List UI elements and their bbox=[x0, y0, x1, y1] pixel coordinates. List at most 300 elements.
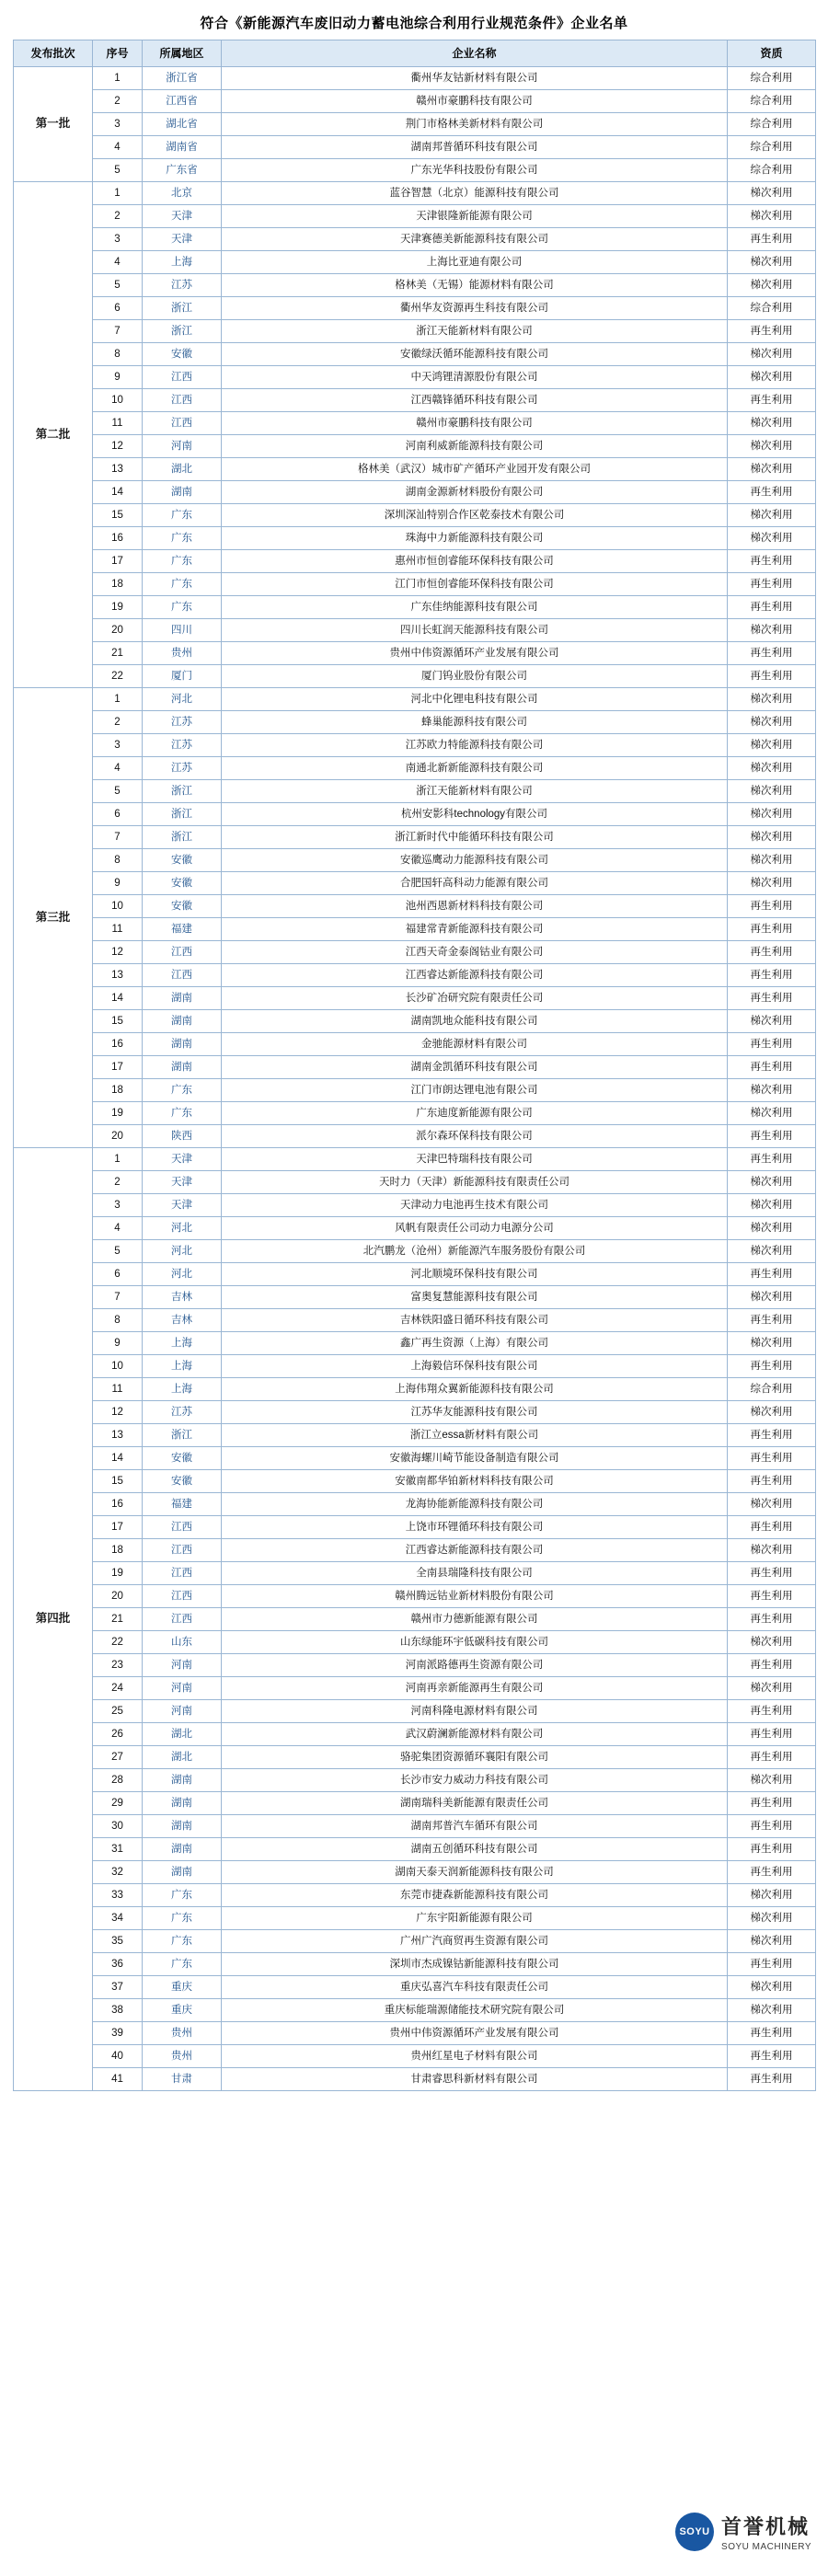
table-row bbox=[14, 1171, 816, 1194]
company-name-cell: 安徽巡鹰动力能源科技有限公司 bbox=[222, 849, 728, 872]
qualification-cell: 梯次利用 bbox=[728, 1769, 816, 1792]
qualification-cell: 梯次利用 bbox=[728, 1677, 816, 1700]
region-cell: 江西 bbox=[143, 1585, 222, 1608]
table-row bbox=[14, 550, 816, 573]
region-cell: 江苏 bbox=[143, 1401, 222, 1424]
region-cell: 广东 bbox=[143, 1884, 222, 1907]
company-name-cell: 合肥国轩高科动力能源有限公司 bbox=[222, 872, 728, 895]
table-row bbox=[14, 1631, 816, 1654]
row-number-cell: 5 bbox=[93, 1240, 143, 1263]
table-row bbox=[14, 366, 816, 389]
table-row bbox=[14, 389, 816, 412]
region-cell: 湖南 bbox=[143, 1861, 222, 1884]
company-name-cell: 山东绿能环宇低碳科技有限公司 bbox=[222, 1631, 728, 1654]
row-number-cell: 9 bbox=[93, 366, 143, 389]
table-row bbox=[14, 619, 816, 642]
row-number-cell: 11 bbox=[93, 1378, 143, 1401]
table-row bbox=[14, 941, 816, 964]
table-row bbox=[14, 1677, 816, 1700]
batch-cell: 第四批 bbox=[14, 1148, 93, 2091]
table-row bbox=[14, 1493, 816, 1516]
row-number-cell: 12 bbox=[93, 941, 143, 964]
row-number-cell: 3 bbox=[93, 228, 143, 251]
company-name-cell: 安徽南都华铂新材料科技有限公司 bbox=[222, 1470, 728, 1493]
company-name-cell: 河北中化锂电科技有限公司 bbox=[222, 688, 728, 711]
table-row bbox=[14, 2045, 816, 2068]
qualification-cell: 再生利用 bbox=[728, 1700, 816, 1723]
row-number-cell: 20 bbox=[93, 1585, 143, 1608]
qualification-cell: 再生利用 bbox=[728, 1033, 816, 1056]
table-row bbox=[14, 1079, 816, 1102]
row-number-cell: 2 bbox=[93, 711, 143, 734]
region-cell: 江西省 bbox=[143, 90, 222, 113]
row-number-cell: 21 bbox=[93, 642, 143, 665]
table-row bbox=[14, 1194, 816, 1217]
region-cell: 重庆 bbox=[143, 1999, 222, 2022]
region-cell: 安徽 bbox=[143, 343, 222, 366]
company-name-cell: 赣州腾远钴业新材料股份有限公司 bbox=[222, 1585, 728, 1608]
qualification-cell: 再生利用 bbox=[728, 573, 816, 596]
qualification-cell: 梯次利用 bbox=[728, 1240, 816, 1263]
table-row bbox=[14, 90, 816, 113]
row-number-cell: 11 bbox=[93, 918, 143, 941]
region-cell: 江苏 bbox=[143, 274, 222, 297]
qualification-cell: 再生利用 bbox=[728, 941, 816, 964]
company-name-cell: 贵州中伟资源循环产业发展有限公司 bbox=[222, 642, 728, 665]
qualification-cell: 再生利用 bbox=[728, 918, 816, 941]
table-row bbox=[14, 1884, 816, 1907]
qualification-cell: 再生利用 bbox=[728, 1815, 816, 1838]
table-row bbox=[14, 596, 816, 619]
row-number-cell: 9 bbox=[93, 872, 143, 895]
row-number-cell: 2 bbox=[93, 205, 143, 228]
region-cell: 安徽 bbox=[143, 1470, 222, 1493]
table-row bbox=[14, 435, 816, 458]
company-name-cell: 湖南瑞科美新能源有限责任公司 bbox=[222, 1792, 728, 1815]
company-name-cell: 江门市恒创睿能环保科技有限公司 bbox=[222, 573, 728, 596]
table-row bbox=[14, 1125, 816, 1148]
qualification-cell: 梯次利用 bbox=[728, 849, 816, 872]
qualification-cell: 梯次利用 bbox=[728, 251, 816, 274]
company-name-cell: 天津银隆新能源有限公司 bbox=[222, 205, 728, 228]
row-number-cell: 26 bbox=[93, 1723, 143, 1746]
row-number-cell: 8 bbox=[93, 343, 143, 366]
region-cell: 河北 bbox=[143, 1217, 222, 1240]
row-number-cell: 12 bbox=[93, 1401, 143, 1424]
table-row bbox=[14, 205, 816, 228]
qualification-cell: 梯次利用 bbox=[728, 366, 816, 389]
row-number-cell: 16 bbox=[93, 527, 143, 550]
region-cell: 安徽 bbox=[143, 895, 222, 918]
company-name-cell: 赣州市豪鹏科技有限公司 bbox=[222, 90, 728, 113]
row-number-cell: 11 bbox=[93, 412, 143, 435]
row-number-cell: 19 bbox=[93, 596, 143, 619]
company-name-cell: 鑫广再生资源（上海）有限公司 bbox=[222, 1332, 728, 1355]
company-name-cell: 衢州华友钴新材料有限公司 bbox=[222, 67, 728, 90]
qualification-cell: 再生利用 bbox=[728, 596, 816, 619]
table-row bbox=[14, 1769, 816, 1792]
table-row bbox=[14, 1861, 816, 1884]
qualification-cell: 梯次利用 bbox=[728, 1493, 816, 1516]
company-name-cell: 甘肃睿思科新材料有限公司 bbox=[222, 2068, 728, 2091]
row-number-cell: 22 bbox=[93, 1631, 143, 1654]
watermark bbox=[675, 2512, 811, 2552]
company-name-cell: 武汉蔚澜新能源材料有限公司 bbox=[222, 1723, 728, 1746]
table-row bbox=[14, 412, 816, 435]
table-row bbox=[14, 1332, 816, 1355]
qualification-cell: 综合利用 bbox=[728, 159, 816, 182]
table-row bbox=[14, 1263, 816, 1286]
table-row bbox=[14, 1700, 816, 1723]
row-number-cell: 6 bbox=[93, 1263, 143, 1286]
row-number-cell: 23 bbox=[93, 1654, 143, 1677]
row-number-cell: 31 bbox=[93, 1838, 143, 1861]
company-name-cell: 骆驼集团资源循环襄阳有限公司 bbox=[222, 1746, 728, 1769]
row-number-cell: 9 bbox=[93, 1332, 143, 1355]
company-name-cell: 中天鸿锂清源股份有限公司 bbox=[222, 366, 728, 389]
qualification-cell: 梯次利用 bbox=[728, 803, 816, 826]
table-row bbox=[14, 1424, 816, 1447]
qualification-cell: 再生利用 bbox=[728, 642, 816, 665]
row-number-cell: 29 bbox=[93, 1792, 143, 1815]
region-cell: 浙江 bbox=[143, 803, 222, 826]
region-cell: 湖南 bbox=[143, 1792, 222, 1815]
region-cell: 广东 bbox=[143, 1907, 222, 1930]
row-number-cell: 17 bbox=[93, 1056, 143, 1079]
column-header-batch: 发布批次 bbox=[14, 40, 93, 67]
table-row bbox=[14, 734, 816, 757]
row-number-cell: 8 bbox=[93, 849, 143, 872]
qualification-cell: 再生利用 bbox=[728, 1746, 816, 1769]
region-cell: 贵州 bbox=[143, 642, 222, 665]
row-number-cell: 10 bbox=[93, 389, 143, 412]
company-name-cell: 天津巴特瑞科技有限公司 bbox=[222, 1148, 728, 1171]
row-number-cell: 14 bbox=[93, 1447, 143, 1470]
qualification-cell: 梯次利用 bbox=[728, 205, 816, 228]
region-cell: 广东省 bbox=[143, 159, 222, 182]
table-row bbox=[14, 573, 816, 596]
region-cell: 上海 bbox=[143, 1355, 222, 1378]
region-cell: 福建 bbox=[143, 1493, 222, 1516]
table-row bbox=[14, 182, 816, 205]
qualification-cell: 再生利用 bbox=[728, 895, 816, 918]
table-row bbox=[14, 320, 816, 343]
qualification-cell: 再生利用 bbox=[728, 964, 816, 987]
row-number-cell: 20 bbox=[93, 619, 143, 642]
row-number-cell: 36 bbox=[93, 1953, 143, 1976]
region-cell: 上海 bbox=[143, 1332, 222, 1355]
qualification-cell: 梯次利用 bbox=[728, 757, 816, 780]
table-row bbox=[14, 803, 816, 826]
company-name-cell: 重庆弘喜汽车科技有限责任公司 bbox=[222, 1976, 728, 1999]
table-row bbox=[14, 2068, 816, 2091]
company-name-cell: 赣州市力德新能源有限公司 bbox=[222, 1608, 728, 1631]
company-name-cell: 广东光华科技股份有限公司 bbox=[222, 159, 728, 182]
company-name-cell: 天津动力电池再生技术有限公司 bbox=[222, 1194, 728, 1217]
row-number-cell: 2 bbox=[93, 1171, 143, 1194]
qualification-cell: 梯次利用 bbox=[728, 1217, 816, 1240]
region-cell: 江西 bbox=[143, 412, 222, 435]
region-cell: 河北 bbox=[143, 688, 222, 711]
row-number-cell: 16 bbox=[93, 1033, 143, 1056]
company-name-cell: 深圳深汕特别合作区乾泰技术有限公司 bbox=[222, 504, 728, 527]
table-row bbox=[14, 688, 816, 711]
region-cell: 河南 bbox=[143, 1677, 222, 1700]
company-name-cell: 河南派路德再生资源有限公司 bbox=[222, 1654, 728, 1677]
qualification-cell: 梯次利用 bbox=[728, 1079, 816, 1102]
row-number-cell: 13 bbox=[93, 458, 143, 481]
qualification-cell: 再生利用 bbox=[728, 1355, 816, 1378]
row-number-cell: 12 bbox=[93, 435, 143, 458]
table-row bbox=[14, 780, 816, 803]
table-row bbox=[14, 665, 816, 688]
company-name-cell: 四川长虹润天能源科技有限公司 bbox=[222, 619, 728, 642]
row-number-cell: 19 bbox=[93, 1102, 143, 1125]
table-row bbox=[14, 1010, 816, 1033]
company-name-cell: 浙江天能新材料有限公司 bbox=[222, 780, 728, 803]
row-number-cell: 30 bbox=[93, 1815, 143, 1838]
table-row bbox=[14, 1401, 816, 1424]
company-name-cell: 上海伟翔众翼新能源科技有限公司 bbox=[222, 1378, 728, 1401]
table-row bbox=[14, 1056, 816, 1079]
region-cell: 江西 bbox=[143, 1539, 222, 1562]
company-name-cell: 蜂巢能源科技有限公司 bbox=[222, 711, 728, 734]
qualification-cell: 梯次利用 bbox=[728, 1999, 816, 2022]
company-name-cell: 荆门市格林美新材料有限公司 bbox=[222, 113, 728, 136]
qualification-cell: 综合利用 bbox=[728, 90, 816, 113]
qualification-cell: 综合利用 bbox=[728, 297, 816, 320]
company-name-cell: 金驰能源材料有限公司 bbox=[222, 1033, 728, 1056]
qualification-cell: 再生利用 bbox=[728, 1585, 816, 1608]
table-row bbox=[14, 297, 816, 320]
region-cell: 江苏 bbox=[143, 734, 222, 757]
table-row bbox=[14, 757, 816, 780]
table-body bbox=[14, 67, 816, 2091]
table-header-row bbox=[14, 40, 816, 67]
table-row bbox=[14, 1562, 816, 1585]
table-row bbox=[14, 1838, 816, 1861]
table-row bbox=[14, 987, 816, 1010]
row-number-cell: 7 bbox=[93, 1286, 143, 1309]
region-cell: 湖南 bbox=[143, 1010, 222, 1033]
qualification-cell: 再生利用 bbox=[728, 1424, 816, 1447]
table-row bbox=[14, 1286, 816, 1309]
region-cell: 湖南 bbox=[143, 1056, 222, 1079]
company-name-cell: 池州西恩新材料科技有限公司 bbox=[222, 895, 728, 918]
region-cell: 福建 bbox=[143, 918, 222, 941]
qualification-cell: 梯次利用 bbox=[728, 711, 816, 734]
row-number-cell: 1 bbox=[93, 67, 143, 90]
company-name-cell: 江西睿达新能源科技有限公司 bbox=[222, 964, 728, 987]
company-name-cell: 河南再亲新能源再生有限公司 bbox=[222, 1677, 728, 1700]
company-name-cell: 上饶市环锂循环科技有限公司 bbox=[222, 1516, 728, 1539]
row-number-cell: 40 bbox=[93, 2045, 143, 2068]
table-row bbox=[14, 2022, 816, 2045]
row-number-cell: 10 bbox=[93, 895, 143, 918]
qualification-cell: 梯次利用 bbox=[728, 1171, 816, 1194]
table-row bbox=[14, 1240, 816, 1263]
qualification-cell: 梯次利用 bbox=[728, 504, 816, 527]
row-number-cell: 38 bbox=[93, 1999, 143, 2022]
company-name-cell: 安徽绿沃循环能源科技有限公司 bbox=[222, 343, 728, 366]
company-name-cell: 河南科隆电源材料有限公司 bbox=[222, 1700, 728, 1723]
row-number-cell: 18 bbox=[93, 1079, 143, 1102]
table-row bbox=[14, 113, 816, 136]
company-name-cell: 北汽鹏龙（沧州）新能源汽车服务股份有限公司 bbox=[222, 1240, 728, 1263]
region-cell: 天津 bbox=[143, 205, 222, 228]
row-number-cell: 24 bbox=[93, 1677, 143, 1700]
region-cell: 广东 bbox=[143, 596, 222, 619]
company-name-cell: 吉林铁阳盛日循环科技有限公司 bbox=[222, 1309, 728, 1332]
region-cell: 广东 bbox=[143, 504, 222, 527]
qualification-cell: 梯次利用 bbox=[728, 688, 816, 711]
company-name-cell: 杭州安影科technology有限公司 bbox=[222, 803, 728, 826]
row-number-cell: 21 bbox=[93, 1608, 143, 1631]
row-number-cell: 5 bbox=[93, 159, 143, 182]
region-cell: 浙江 bbox=[143, 826, 222, 849]
company-name-cell: 广东宇阳新能源有限公司 bbox=[222, 1907, 728, 1930]
qualification-cell: 再生利用 bbox=[728, 389, 816, 412]
column-header-region: 所属地区 bbox=[143, 40, 222, 67]
region-cell: 浙江 bbox=[143, 320, 222, 343]
qualification-cell: 梯次利用 bbox=[728, 527, 816, 550]
row-number-cell: 34 bbox=[93, 1907, 143, 1930]
region-cell: 湖南 bbox=[143, 481, 222, 504]
watermark-text bbox=[721, 2512, 811, 2552]
table-row bbox=[14, 1355, 816, 1378]
row-number-cell: 15 bbox=[93, 1010, 143, 1033]
table-row bbox=[14, 67, 816, 90]
company-name-cell: 江西赣锋循环科技有限公司 bbox=[222, 389, 728, 412]
region-cell: 广东 bbox=[143, 550, 222, 573]
region-cell: 湖北 bbox=[143, 1746, 222, 1769]
qualification-cell: 再生利用 bbox=[728, 1263, 816, 1286]
column-header-company: 企业名称 bbox=[222, 40, 728, 67]
table-row bbox=[14, 1447, 816, 1470]
region-cell: 吉林 bbox=[143, 1309, 222, 1332]
region-cell: 安徽 bbox=[143, 849, 222, 872]
region-cell: 广东 bbox=[143, 1079, 222, 1102]
table-row bbox=[14, 1608, 816, 1631]
qualification-cell: 再生利用 bbox=[728, 987, 816, 1010]
region-cell: 湖北 bbox=[143, 1723, 222, 1746]
company-name-cell: 湖南金源新材料股份有限公司 bbox=[222, 481, 728, 504]
table-row bbox=[14, 1148, 816, 1171]
region-cell: 厦门 bbox=[143, 665, 222, 688]
region-cell: 天津 bbox=[143, 1148, 222, 1171]
row-number-cell: 1 bbox=[93, 1148, 143, 1171]
row-number-cell: 17 bbox=[93, 550, 143, 573]
company-name-cell: 全南县瑞隆科技有限公司 bbox=[222, 1562, 728, 1585]
company-name-cell: 贵州中伟资源循环产业发展有限公司 bbox=[222, 2022, 728, 2045]
company-name-cell: 重庆标能瑞源储能技术研究院有限公司 bbox=[222, 1999, 728, 2022]
watermark-logo: SOYU bbox=[675, 2513, 714, 2551]
qualification-cell: 再生利用 bbox=[728, 2022, 816, 2045]
region-cell: 河南 bbox=[143, 1654, 222, 1677]
region-cell: 浙江 bbox=[143, 780, 222, 803]
row-number-cell: 15 bbox=[93, 1470, 143, 1493]
company-name-cell: 广东佳纳能源科技有限公司 bbox=[222, 596, 728, 619]
qualification-cell: 再生利用 bbox=[728, 1309, 816, 1332]
row-number-cell: 4 bbox=[93, 251, 143, 274]
column-header-use: 资质 bbox=[728, 40, 816, 67]
table-row bbox=[14, 711, 816, 734]
region-cell: 湖南 bbox=[143, 1033, 222, 1056]
row-number-cell: 7 bbox=[93, 320, 143, 343]
table-row bbox=[14, 1516, 816, 1539]
batch-cell: 第一批 bbox=[14, 67, 93, 182]
row-number-cell: 32 bbox=[93, 1861, 143, 1884]
company-name-cell: 惠州市恒创睿能环保科技有限公司 bbox=[222, 550, 728, 573]
region-cell: 河南 bbox=[143, 1700, 222, 1723]
company-name-cell: 湖南金凯循环科技有限公司 bbox=[222, 1056, 728, 1079]
region-cell: 浙江 bbox=[143, 297, 222, 320]
table-row bbox=[14, 251, 816, 274]
company-name-cell: 南通北新新能源科技有限公司 bbox=[222, 757, 728, 780]
company-name-cell: 浙江立essa新材料有限公司 bbox=[222, 1424, 728, 1447]
table-row bbox=[14, 1470, 816, 1493]
table-row bbox=[14, 481, 816, 504]
region-cell: 浙江省 bbox=[143, 67, 222, 90]
company-name-cell: 安徽海螺川崎节能设备制造有限公司 bbox=[222, 1447, 728, 1470]
table-row bbox=[14, 1746, 816, 1769]
row-number-cell: 1 bbox=[93, 688, 143, 711]
table-row bbox=[14, 1907, 816, 1930]
region-cell: 湖南省 bbox=[143, 136, 222, 159]
region-cell: 广东 bbox=[143, 573, 222, 596]
table-row bbox=[14, 872, 816, 895]
table-row bbox=[14, 1033, 816, 1056]
region-cell: 江西 bbox=[143, 366, 222, 389]
row-number-cell: 13 bbox=[93, 964, 143, 987]
row-number-cell: 5 bbox=[93, 780, 143, 803]
qualification-cell: 再生利用 bbox=[728, 1953, 816, 1976]
qualification-cell: 梯次利用 bbox=[728, 1976, 816, 1999]
table-row bbox=[14, 895, 816, 918]
qualification-cell: 再生利用 bbox=[728, 1723, 816, 1746]
qualification-cell: 梯次利用 bbox=[728, 412, 816, 435]
qualification-cell: 再生利用 bbox=[728, 1861, 816, 1884]
watermark-brand-cn: 首誉机械 bbox=[721, 2515, 811, 2538]
qualification-cell: 综合利用 bbox=[728, 1378, 816, 1401]
row-number-cell: 35 bbox=[93, 1930, 143, 1953]
region-cell: 江西 bbox=[143, 964, 222, 987]
region-cell: 江苏 bbox=[143, 711, 222, 734]
qualification-cell: 梯次利用 bbox=[728, 1332, 816, 1355]
table-row bbox=[14, 1102, 816, 1125]
company-name-cell: 蓝谷智慧（北京）能源科技有限公司 bbox=[222, 182, 728, 205]
qualification-cell: 再生利用 bbox=[728, 481, 816, 504]
table-row bbox=[14, 1723, 816, 1746]
qualification-cell: 再生利用 bbox=[728, 1792, 816, 1815]
row-number-cell: 3 bbox=[93, 1194, 143, 1217]
qualification-cell: 再生利用 bbox=[728, 1056, 816, 1079]
company-name-cell: 长沙矿冶研究院有限责任公司 bbox=[222, 987, 728, 1010]
qualification-cell: 梯次利用 bbox=[728, 826, 816, 849]
qualification-cell: 综合利用 bbox=[728, 113, 816, 136]
region-cell: 广东 bbox=[143, 1102, 222, 1125]
company-name-cell: 天时力（天津）新能源科技有限责任公司 bbox=[222, 1171, 728, 1194]
region-cell: 湖北省 bbox=[143, 113, 222, 136]
qualification-cell: 再生利用 bbox=[728, 1125, 816, 1148]
region-cell: 上海 bbox=[143, 251, 222, 274]
company-name-cell: 派尔森环保科技有限公司 bbox=[222, 1125, 728, 1148]
region-cell: 河南 bbox=[143, 435, 222, 458]
region-cell: 湖南 bbox=[143, 1769, 222, 1792]
table-row bbox=[14, 642, 816, 665]
qualification-cell: 综合利用 bbox=[728, 67, 816, 90]
region-cell: 江西 bbox=[143, 941, 222, 964]
